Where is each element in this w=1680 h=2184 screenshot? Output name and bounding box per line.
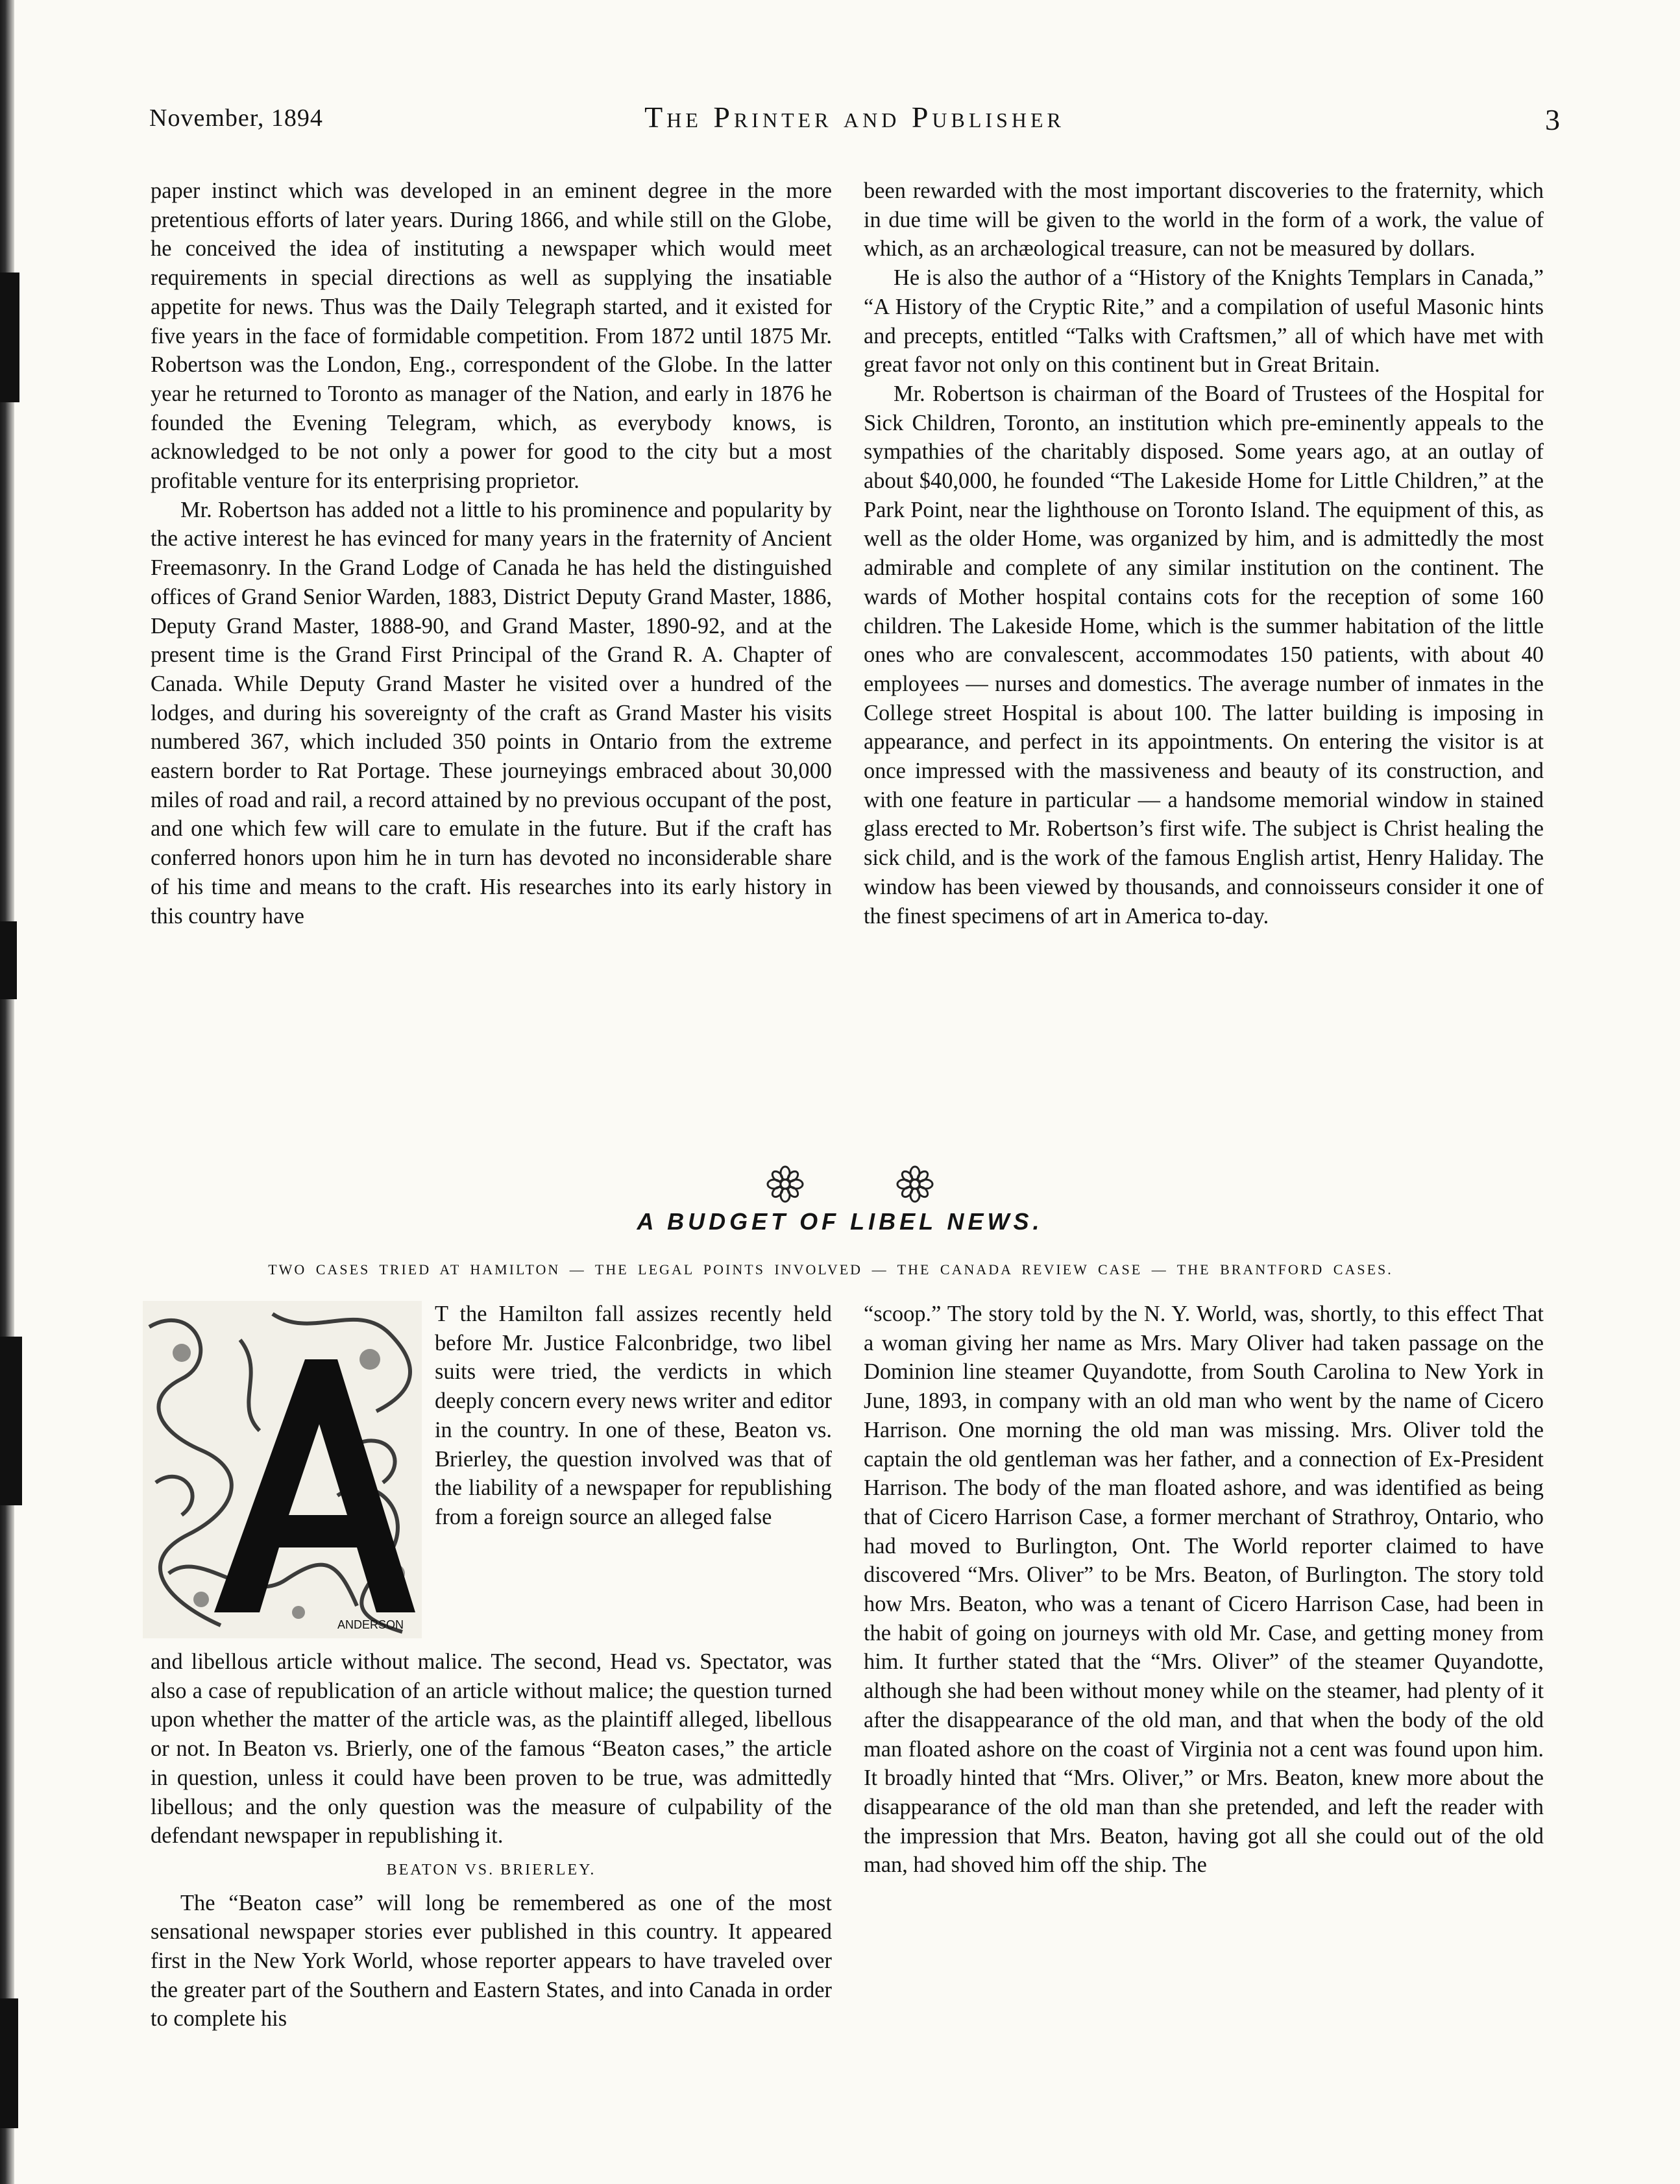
column-bottom-right	[864, 1300, 1544, 1880]
article-title: A BUDGET OF LIBEL NEWS.	[637, 1208, 1043, 1235]
section-subhead: BEATON VS. BRIERLEY.	[386, 1861, 596, 1878]
scan-edge-mark	[0, 921, 17, 999]
scan-edge-mark	[0, 273, 19, 402]
paragraph: been rewarded with the most important discoveries to the fraternity, which in due time will be given to the world in the form of a work, the value of which, as an archæological treasure, can not be measured by dollars.	[864, 178, 1544, 261]
publication-title: The Printer and Publisher	[644, 101, 1065, 134]
decorated-dropcap	[143, 1301, 422, 1638]
page-number: 3	[1545, 103, 1560, 136]
issue-date: November, 1894	[149, 104, 323, 132]
paragraph: “scoop.” The story told by the N. Y. World, was, shortly, to this effect That a woman giving her name as Mrs. Mary Oliver had taken passage on the Dominion line steamer Quyandotte, from South Carolina to New York in June, 1893, in company with an old man who went by the name of Cicero Harrison. One morning the old man was missing. Mrs. Oliver told the captain the old gentleman was her father, and a connection of Ex-President Harrison. The body of the man floated ashore, and was identified as being that of Cicero Harrison Case, a former merchant of Strathroy, Ontario, who had moved to Burlington, Ont. The World reporter claimed to have discovered “Mrs. Oliver” to be Mrs. Beaton, of Burlington. The story told how Mrs. Beaton, who was a tenant of Cicero Harrison Case, had been in the habit of going on journeys with old Mr. Case, and getting money from him. It further stated that the “Mrs. Oliver” of the steamer Quyandotte, although she had been without money while on the steamer, had plenty of it after the disappearance of the old man, and that when the body of the old man floated ashore on the coast of Virginia not a cent was found upon him. It broadly hinted that “Mrs. Oliver,” or Mrs. Beaton, knew more about the disappearance of the old man than she pretended, and left the reader with the impression that Mrs. Beaton, having got all she could out of the old man, had shoved him off the ship. The	[864, 1302, 1544, 1878]
scan-edge-mark	[0, 1998, 18, 2128]
paragraph: Mr. Robertson is chairman of the Board of Trustees of the Hospital for Sick Children, Toronto, an institution which pre-eminently appeals to the sympathies of the charitably disposed. Some years ago, at an outlay of about $40,000, he founded “The Lakeside Home for Little Children,” at the Park Point, near the lighthouse on Toronto Island. The equipment of this, as well as the older Home, was organized by him, and is admittedly the most admirable and complete of any similar institution on the continent. The wards of Mother hospital contains cots for the reception of some 160 children. The Lakeside Home, which is the summer habitation of the little ones who are convalescent, accommodates 150 patients, with about 40 employees — nurses and domestics. The average number of inmates in the College street Hospital is about 100. The latter building is imposing in appearance, and perfect in its appointments. On entering the visitor is at once impressed with the massiveness and beauty of its construction, and with one feature in particular — a handsome memorial window in stained glass erected to Mr. Robertson’s first wife. The subject is Christ healing the sick child, and is the work of the famous English artist, Henry Haliday. The window has been viewed by thousands, and connoisseurs consider it one of the finest specimens of art in America to-day.	[864, 381, 1544, 928]
paragraph: and libellous article without malice. The second, Head vs. Spectator, was also a case of republication of an article without malice; the question turned upon whether the matter of the article was, as the plaintiff alleged, libellous or not. In Beaton vs. Brierly, one of the famous “Beaton cases,” the article in question, unless it could have been proven to be true, was admittedly libellous; and the only question was the measure of culpability of the defendant newspaper in republishing it.	[151, 1649, 832, 1849]
paragraph: T the Hamilton fall assizes recently held before Mr. Justice Falconbridge, two libel suits were tried, the verdicts in which deeply concern every news writer and editor in the country. In one of these, Beaton vs. Brierley, the question involved was that of the liability of a newspaper for republishing from a foreign source an alleged false	[435, 1302, 832, 1529]
article-intro	[435, 1300, 832, 1532]
flower-ornament-icon	[766, 1165, 805, 1204]
running-head	[149, 101, 1560, 143]
column-bottom-left	[151, 1647, 832, 2033]
article-subtitle: TWO CASES TRIED AT HAMILTON — THE LEGAL POINTS INVOLVED — THE CANADA REVIEW CASE — THE BRANTFORD CASES.	[268, 1261, 1393, 1278]
flower-ornament-icon	[895, 1165, 934, 1204]
paragraph: Mr. Robertson has added not a little to his prominence and popularity by the active interest he has evinced for many years in the fraternity of Ancient Freemasonry. In the Grand Lodge of Canada he has held the distinguished offices of Grand Senior Warden, 1883, District Deputy Grand Master, 1886, Deputy Grand Master, 1888-90, and Grand Master, 1890-92, and at the present time is the Grand First Principal of the Grand R. A. Chapter of Canada. While Deputy Grand Master he visited over a hundred of the lodges, and during his sovereignty of the craft as Grand Master his visits numbered 367, which included 350 points in Ontario from the extreme eastern border to Rat Portage. These journeyings embraced about 30,000 miles of road and rail, a record attained by no previous occupant of the post, and one which few will care to emulate in the future. But if the craft has conferred honors upon him he in turn has devoted no inconsiderable share of his time and means to the craft. His researches into its early history in this country have	[151, 497, 832, 928]
paragraph: He is also the author of a “History of the Knights Templars in Canada,” “A History of the Cryptic Rite,” and a compilation of useful Masonic hints and precepts, entitled “Talks with Craftsmen,” all of which have met with great favor not only on this continent but in Great Britain.	[864, 265, 1544, 378]
artist-signature: ANDERSON	[337, 1618, 404, 1631]
paragraph: The “Beaton case” will long be remembered as one of the most sensational newspaper stories ever published in this country. It appeared first in the New York World, whose reporter appears to have traveled over the greater part of the Southern and Eastern States, and into Canada in order to complete his	[151, 1890, 832, 2032]
column-top-left	[151, 176, 832, 930]
scan-edge-mark	[0, 1337, 22, 1505]
column-top-right	[864, 176, 1544, 930]
paragraph: paper instinct which was developed in an eminent degree in the more pretentious efforts of later years. During 1866, and while still on the Globe, he conceived the idea of instituting a newspaper which would meet requirements in special directions as well as supplying the insatiable appetite for news. Thus was the Daily Telegraph started, and it existed for five years in the face of formidable competition. From 1872 until 1875 Mr. Robertson was the London, Eng., correspondent of the Globe. In the latter year he returned to Toronto as manager of the Nation, and early in 1876 he founded the Evening Telegram, which, as everybody knows, is acknowledged to be not only a power for good to the city but a most profitable venture for its enterprising proprietor.	[151, 178, 832, 494]
